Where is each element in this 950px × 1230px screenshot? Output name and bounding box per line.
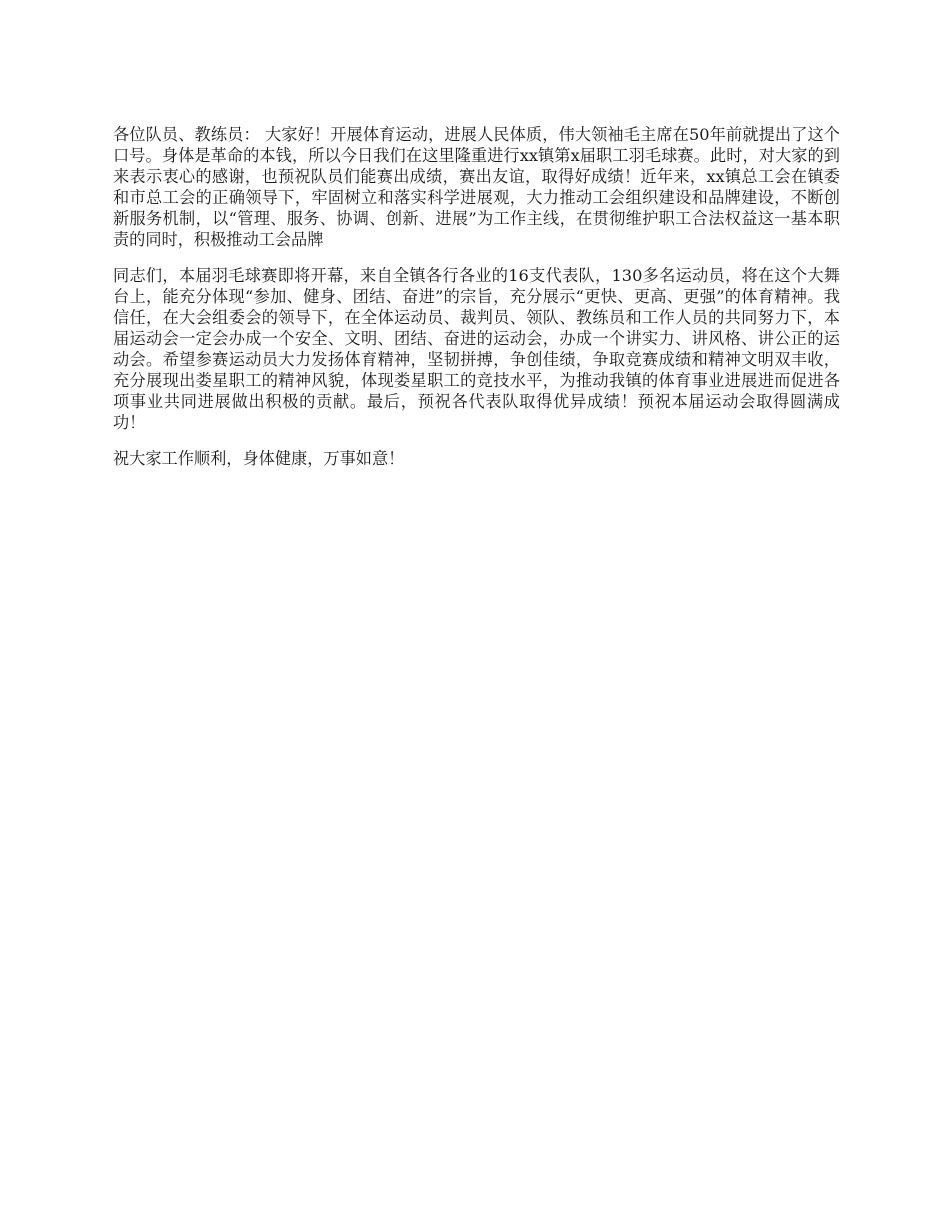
paragraph-opening: 各位队员、教练员： 大家好！开展体育运动，进展人民体质，伟大领袖毛主席在50年前就提出了这个口号。身体是革命的本钱，所以今日我们在这里隆重进行xx镇第x届职工羽毛球赛。此时，对大家的到来表示衷心的感谢，也预祝队员们能赛出成绩，赛出友谊，取得好成绩！近年来，xx镇总工会在镇委和市总工会的正确领导下，牢固树立和落实科学进展观，大力推动工会组织建设和品牌建设，不断创新服务机制，以“管理、服务、协调、创新、进展”为工作主线，在贯彻维护职工合法权益这一基本职责的同时，积极推动工会品牌 xyxy=(113,125,840,249)
document-body xyxy=(113,124,840,484)
paragraph-closing: 祝大家工作顺利，身体健康，万事如意！ xyxy=(113,449,405,468)
paragraph-main: 同志们，本届羽毛球赛即将开幕，来自全镇各行各业的16支代表队，130多名运动员，将在这个大舞台上，能充分体现“参加、健身、团结、奋进”的宗旨，充分展示“更快、更高、更强”的体育精神。我信任，在大会组委会的领导下，在全体运动员、裁判员、领队、教练员和工作人员的共同努力下，本届运动会一定会办成一个安全、文明、团结、奋进的运动会，办成一个讲实力、讲风格、讲公正的运动会。希望参赛运动员大力发扬体育精神，坚韧拼搏，争创佳绩，争取竞赛成绩和精神文明双丰收，充分展现出娄星职工的精神风貌，体现娄星职工的竞技水平，为推动我镇的体育事业进展进而促进各项事业共同进展做出积极的贡献。最后，预祝各代表队取得优异成绩！预祝本届运动会取得圆满成功！ xyxy=(113,266,840,432)
